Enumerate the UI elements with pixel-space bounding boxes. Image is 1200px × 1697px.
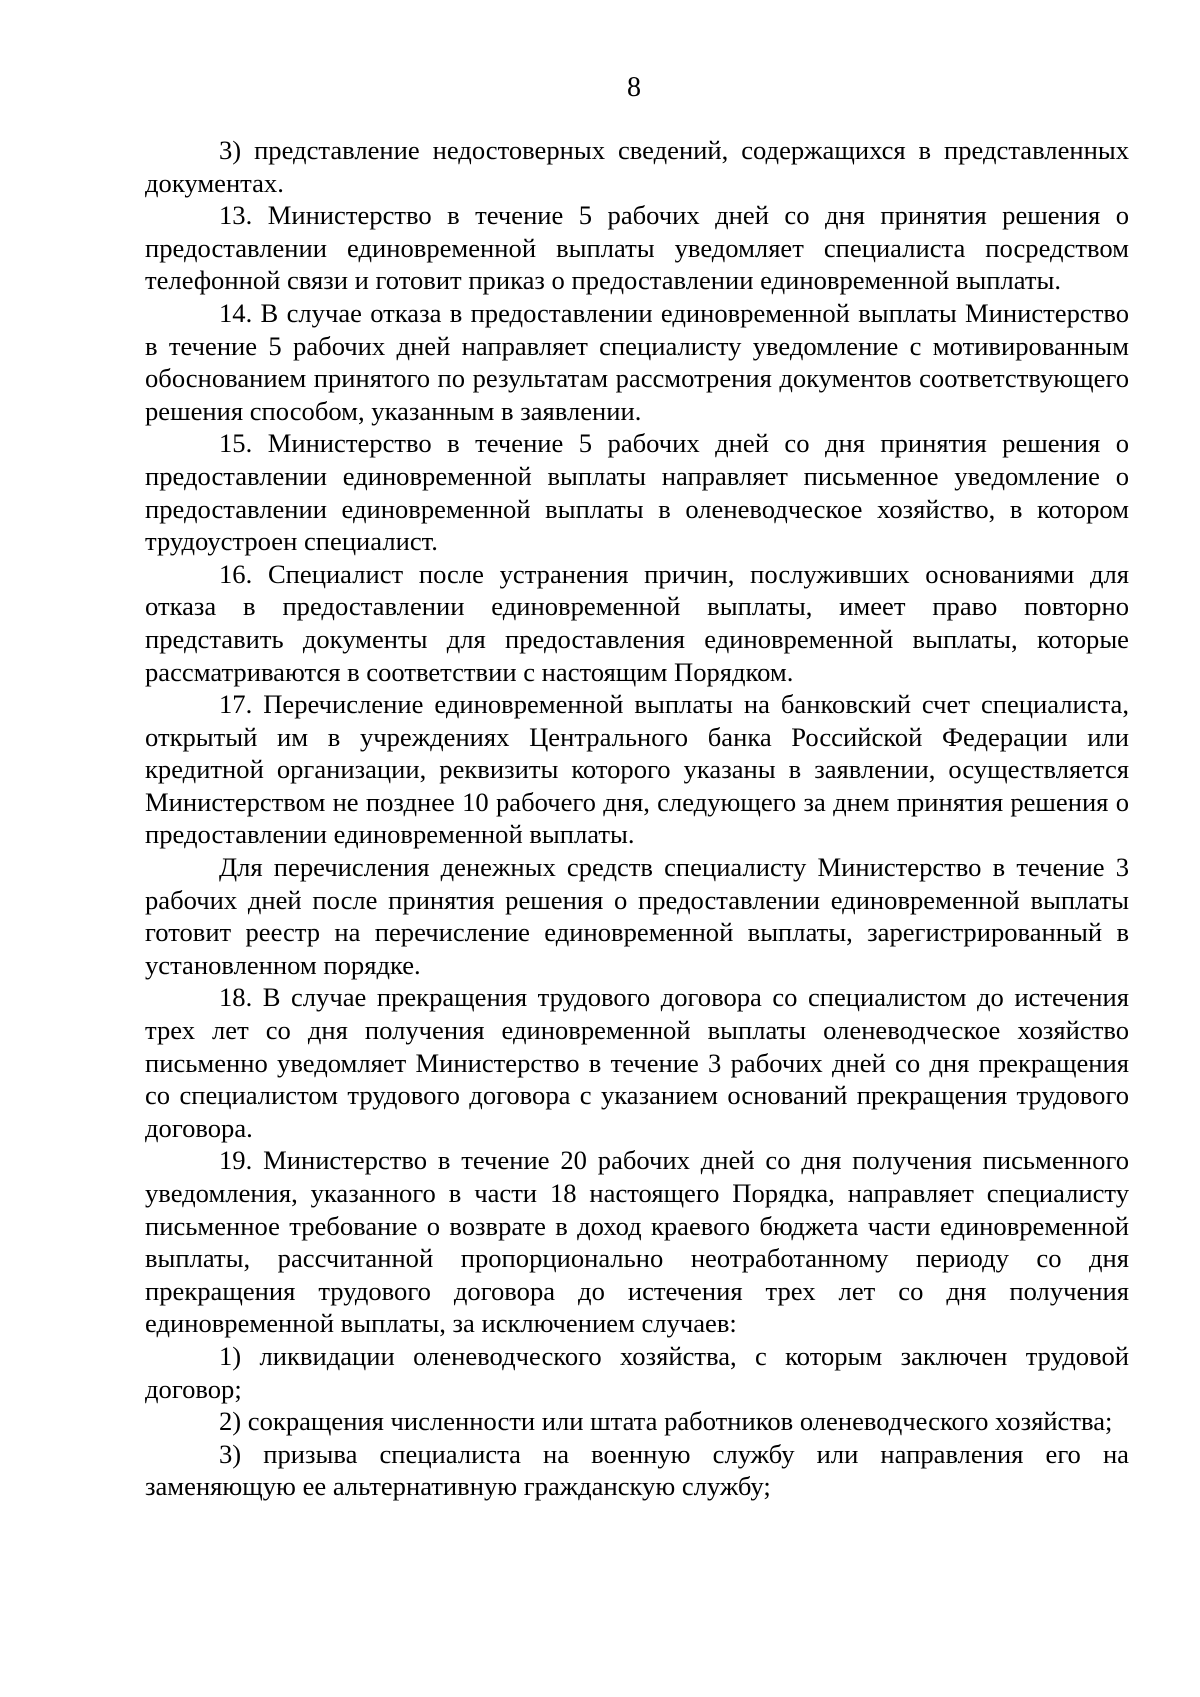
paragraph: 3) призыва специалиста на военную службу или направления его на заменяющую ее альтернативную гражданскую службу; — [145, 1438, 1129, 1502]
paragraph: 16. Специалист после устранения причин, послуживших основаниями для отказа в предоставлении единовременной выплаты, имеет право повторно представить документы для предоставления единовременной выплаты, которые рассматриваются в соответствии с настоящим Порядком. — [145, 558, 1129, 687]
paragraph: 3) представление недостоверных сведений, содержащихся в представленных документах. — [145, 135, 1129, 198]
paragraph: 13. Министерство в течение 5 рабочих дней со дня принятия решения о предоставлении единовременной выплаты уведомляет специалиста посредством телефонной связи и готовит приказ о предоставлении единовременной выплаты. — [145, 200, 1129, 296]
paragraph: 15. Министерство в течение 5 рабочих дней со дня принятия решения о предоставлении единовременной выплаты направляет письменное уведомление о предоставлении единовременной выплаты в оленеводческое хозяйство, в котором трудоустроен специалист. — [145, 428, 1129, 557]
paragraph: Для перечисления денежных средств специалисту Министерство в течение 3 рабочих дней после принятия решения о предоставлении единовременной выплаты готовит реестр на перечисление единовременной выплаты, зарегистрированный в установленном порядке. — [145, 852, 1129, 980]
paragraph: 2) сокращения численности или штата работников оленеводческого хозяйства; — [219, 1406, 1113, 1437]
paragraph: 1) ликвидации оленеводческого хозяйства, с которым заключен трудовой договор; — [145, 1340, 1129, 1404]
page-number: 8 — [627, 72, 641, 103]
document-body — [145, 134, 1129, 1503]
paragraph: 18. В случае прекращения трудового договора со специалистом до истечения трех лет со дня получения единовременной выплаты оленеводческое хозяйство письменно уведомляет Министерство в течение 3 рабочих дней со дня прекращения со специалистом трудового договора с указанием оснований прекращения трудового договора. — [145, 982, 1129, 1143]
paragraph: 19. Министерство в течение 20 рабочих дней со дня получения письменного уведомления, указанного в части 18 настоящего Порядка, направляет специалисту письменное требование о возврате в доход краевого бюджета части единовременной выплаты, рассчитанной пропорционально неотработанному периоду со дня прекращения трудового договора до истечения трех лет со дня получения единовременной выплаты, за исключением случаев: — [145, 1145, 1129, 1339]
paragraph: 17. Перечисление единовременной выплаты на банковский счет специалиста, открытый им в учреждениях Центрального банка Российской Федерации или кредитной организации, реквизиты которого указаны в заявлении, осуществляется Министерством не позднее 10 рабочего дня, следующего за днем принятия решения о предоставлении единовременной выплаты. — [145, 689, 1129, 850]
paragraph: 14. В случае отказа в предоставлении единовременной выплаты Министерство в течение 5 рабочих дней направляет специалисту уведомление с мотивированным обоснованием принятого по результатам рассмотрения документов соответствующего решения способом, указанным в заявлении. — [145, 297, 1129, 426]
